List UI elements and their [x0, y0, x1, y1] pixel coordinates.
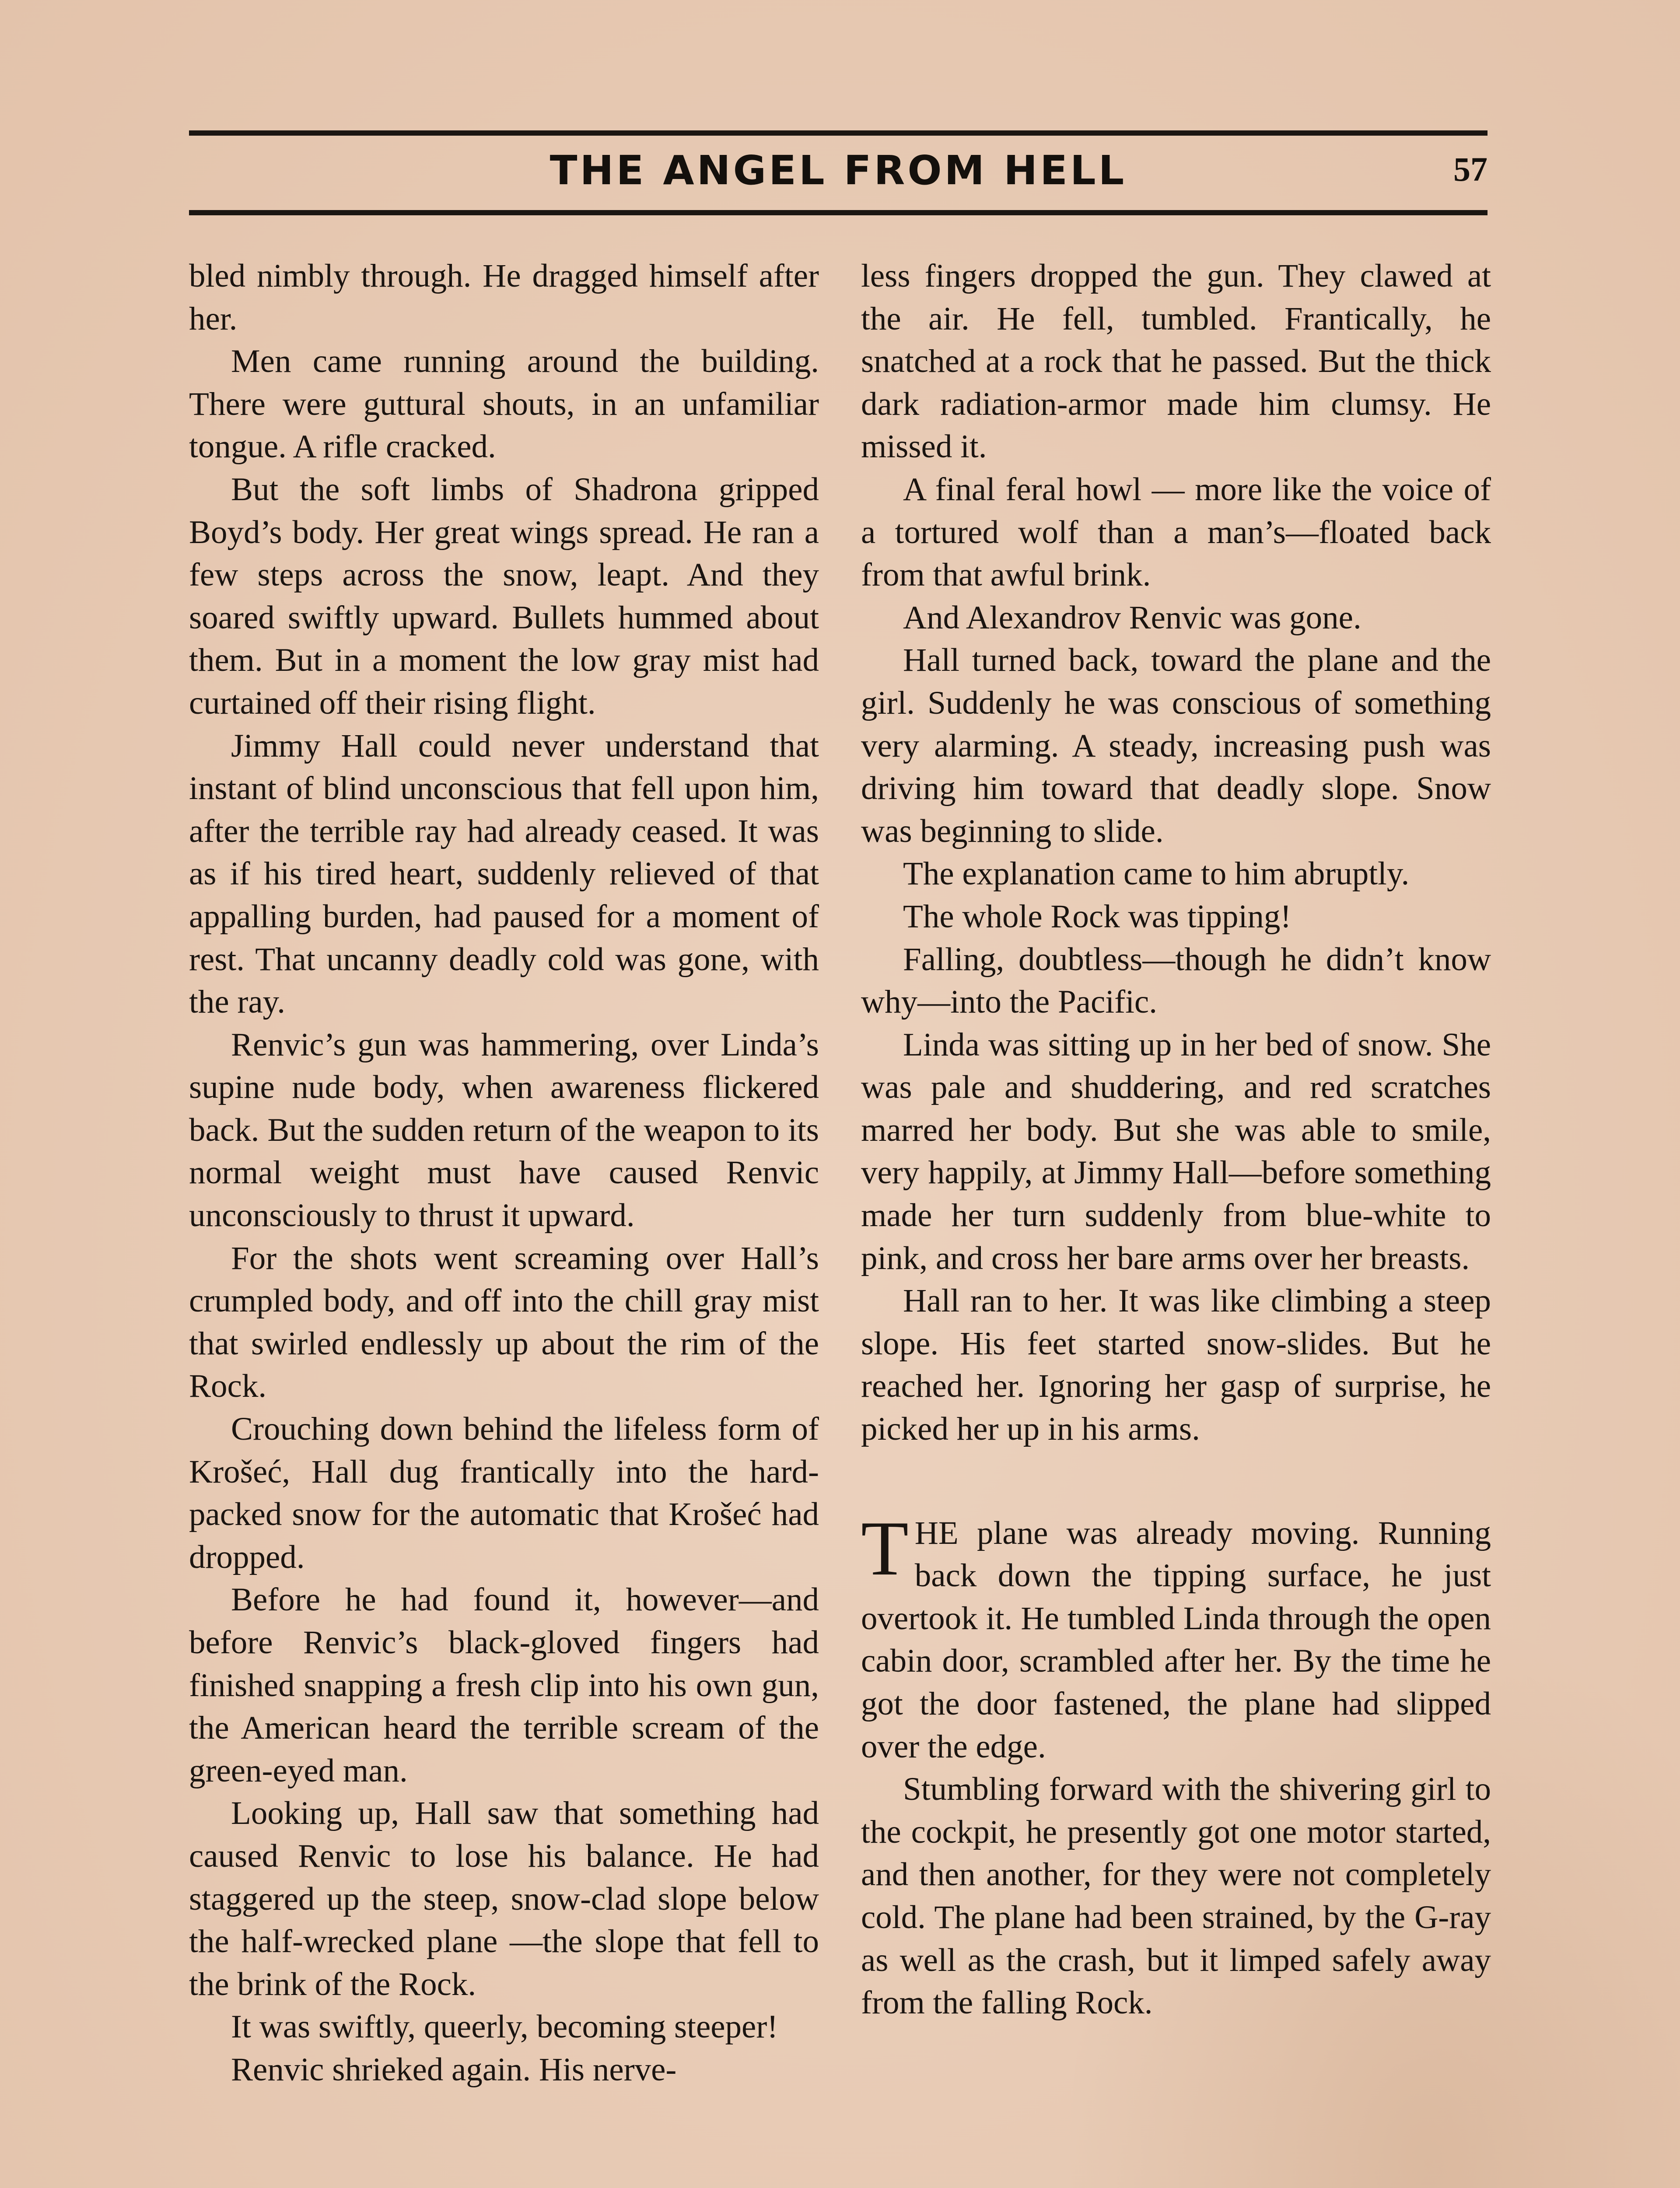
paragraph: Falling, doubtless—though he didn’t know why—into the Pacific.: [861, 941, 1491, 1020]
paragraph: Renvic shrieked again. His nerve-: [231, 2051, 677, 2088]
section-start-text: HE plane was already moving. Running back down the tipping surface, he just overtook it. He tumbled Linda through the open cabin door, scrambled after her. By the time he got the door fastened, the plane had slipped over the edge.: [861, 1515, 1491, 1765]
header-rule-top: [189, 130, 1488, 136]
paragraph: Men came running around the building. There were guttural shouts, in an unfamiliar tongue. A rifle cracked.: [189, 343, 819, 465]
paragraph: less fingers dropped the gun. They clawed at the air. He fell, tumbled. Frantically, he snatched at a rock that he passed. But the thick dark radiation-armor made him clumsy. He missed it.: [861, 258, 1491, 465]
paragraph: Stumbling forward with the shivering girl to the cockpit, he presently got one motor started, and then another, for they were not completely cold. The plane had been strained, by the G-ray as well as the crash, but it limped safely away from the falling Rock.: [861, 1771, 1491, 2021]
paragraph: Hall turned back, toward the plane and the girl. Suddenly he was conscious of something very alarming. A steady, increasing push was driving him toward that deadly slope. Snow was beginning to slide.: [861, 642, 1491, 849]
paragraph: It was swiftly, queerly, becoming steeper!: [231, 2009, 778, 2045]
drop-cap: T: [861, 1504, 909, 1592]
paragraph: Jimmy Hall could never understand that instant of blind unconscious that fell upon him, after the terrible ray had already ceased. It was as if his tired heart, suddenly relieved of that appalling burden, had paused for a moment of rest. That uncanny deadly cold was gone, with the ray.: [189, 727, 819, 1020]
text-column-left: [189, 255, 819, 2091]
paragraph: A final feral howl — more like the voice of a tortured wolf than a man’s—floated back from that awful brink.: [861, 471, 1491, 593]
paragraph: Linda was sitting up in her bed of snow. She was pale and shuddering, and red scratches marred her body. But she was able to smile, very happily, at Jimmy Hall—before something made her turn suddenly from blue-white to pink, and cross her bare arms over her breasts.: [861, 1026, 1491, 1276]
running-head: [189, 139, 1488, 207]
paragraph: The whole Rock was tipping!: [903, 898, 1292, 935]
page-title: THE ANGEL FROM HELL: [550, 147, 1127, 194]
page-number: 57: [1453, 150, 1488, 188]
paragraph: And Alexandrov Renvic was gone.: [903, 599, 1362, 636]
paragraph: The explanation came to him abruptly.: [903, 856, 1410, 892]
text-column-right: [861, 255, 1491, 2024]
paragraph: For the shots went screaming over Hall’s crumpled body, and off into the chill gray mist that swirled endlessly up about the rim of the Rock.: [189, 1240, 819, 1405]
paragraph: Looking up, Hall saw that something had caused Renvic to lose his balance. He had staggered up the steep, snow-clad slope below the half-wrecked plane —the slope that fell to the brink of the Rock.: [189, 1795, 819, 2002]
section-start-paragraph: [861, 1504, 1491, 1768]
paragraph: Hall ran to her. It was like climbing a steep slope. His feet started snow-slides. But he reached her. Ignoring her gasp of surprise, he picked her up in his arms.: [861, 1283, 1491, 1448]
paragraph: bled nimbly through. He dragged himself after her.: [189, 258, 819, 337]
paragraph: Renvic’s gun was hammering, over Linda’s supine nude body, when awareness flickered back. But the sudden return of the weapon to its normal weight must have caused Renvic unconsciously to thrust it upward.: [189, 1026, 819, 1234]
header-rule-bottom: [189, 210, 1488, 215]
paragraph: Crouching down behind the lifeless form of Krošeć, Hall dug frantically into the hard-packed snow for the automatic that Krošeć had dropped.: [189, 1411, 819, 1575]
paragraph: But the soft limbs of Shadrona gripped Boyd’s body. Her great wings spread. He ran a few steps across the snow, leapt. And they soared swiftly upward. Bullets hummed about them. But in a moment the low gray mist had curtained off their rising flight.: [189, 471, 819, 721]
paragraph: Before he had found it, however—and before Renvic’s black-gloved fingers had finished snapping a fresh clip into his own gun, the American heard the terrible scream of the green-eyed man.: [189, 1581, 819, 1789]
